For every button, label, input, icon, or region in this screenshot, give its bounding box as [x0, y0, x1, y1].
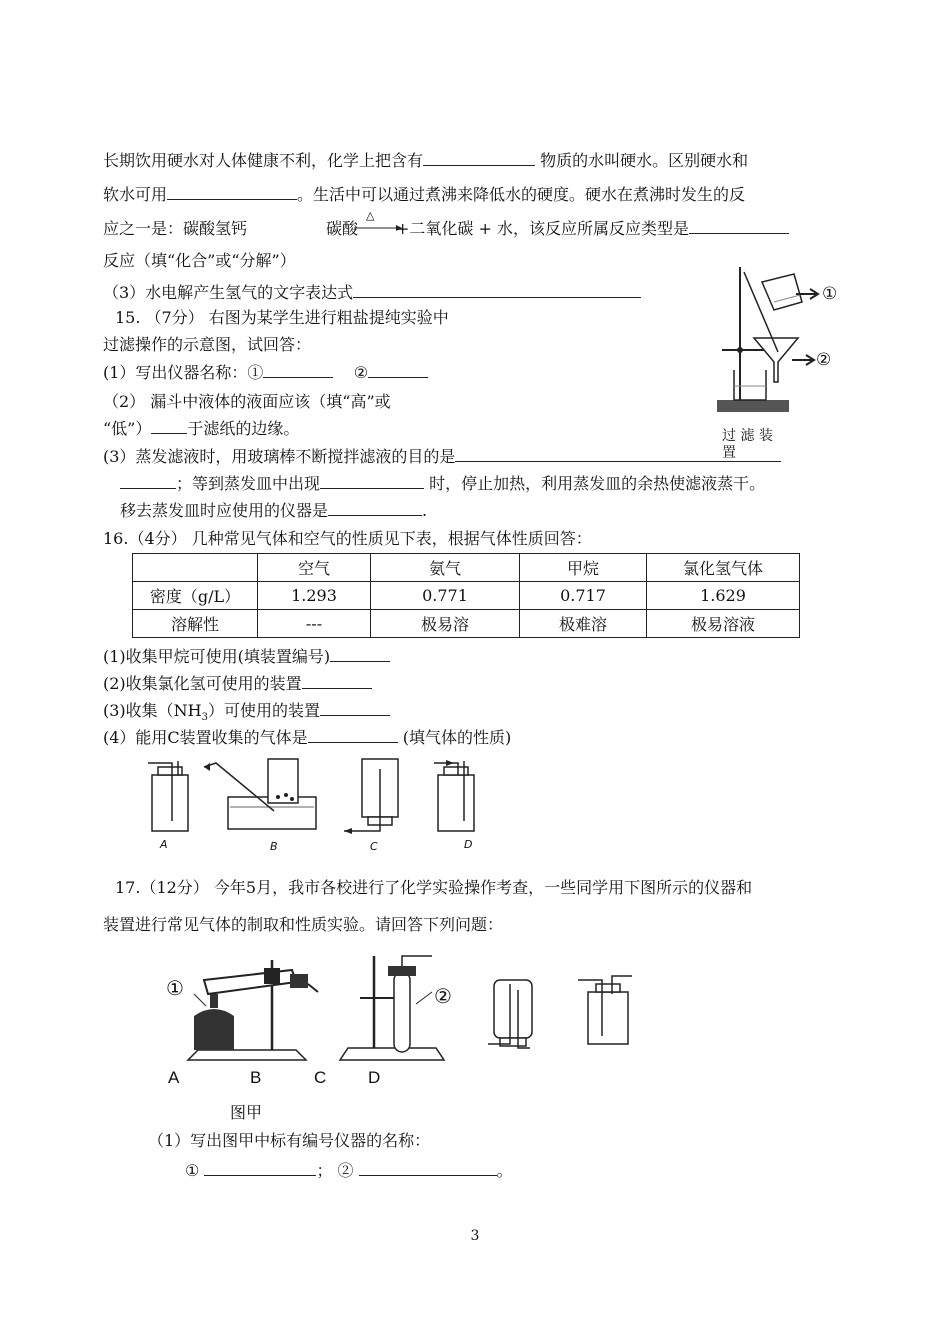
- q17-line1: 17.（12分） 今年5月，我市各校进行了化学实验操作考查，一些同学用下图所示的仪器和: [115, 878, 753, 897]
- q17-q1-answers: ① ； ② 。: [185, 1161, 513, 1180]
- q14-line1: 长期饮用硬水对人体健康不利，化学上把含有 物质的水叫硬水。区别硬水和: [103, 151, 749, 170]
- table-cell: 氨气: [371, 554, 520, 582]
- q14-line3-product: 碳酸: [326, 219, 359, 238]
- q14-line3-rest: +二氧化碳 + 水，该反应所属反应类型是: [396, 218, 789, 240]
- q15-line4: （2） 漏斗中液体的液面应该（填“高”或: [103, 392, 391, 411]
- filtration-caption: 过 滤 装 置: [722, 428, 773, 461]
- blank[interactable]: [423, 151, 535, 166]
- blank[interactable]: [263, 363, 333, 378]
- q15-line1: 15. （7分） 右图为某学生进行粗盐提纯实验中: [115, 308, 449, 327]
- blank[interactable]: [151, 419, 187, 434]
- blank[interactable]: [359, 1161, 497, 1176]
- blank[interactable]: [302, 674, 372, 689]
- q14-line2: 软水可用 。生活中可以通过煮沸来降低水的硬度。硬水在煮沸时发生的反: [103, 185, 746, 204]
- table-cell: 1.629: [647, 582, 800, 610]
- q16-q4: (4）能用C装置收集的气体是 (填气体的性质): [103, 728, 512, 747]
- label-d: D: [464, 838, 473, 851]
- table-cell: 极易溶: [371, 610, 520, 638]
- figure-mark-2: ②: [434, 986, 452, 1008]
- gas-collection-figure: [140, 755, 510, 845]
- q15-line3: (1）写出仪器名称：① ②: [103, 362, 428, 384]
- table-cell: 极难溶: [520, 610, 647, 638]
- table-row: [133, 554, 800, 582]
- table-row: [133, 582, 800, 610]
- filtration-mark-2: ②: [816, 350, 832, 369]
- blank[interactable]: [167, 185, 297, 200]
- q15-line8: 移去蒸发皿时应使用的仪器是 .: [120, 501, 428, 520]
- bottle-upward: [488, 980, 532, 1048]
- label-a: A: [160, 838, 168, 851]
- blank[interactable]: [368, 363, 428, 378]
- q15-line5: “低”） 于滤纸的边缘。: [103, 419, 300, 438]
- apparatus-a: [148, 761, 188, 831]
- apparatus-d: [434, 760, 474, 831]
- figure-label-d: D: [368, 1068, 381, 1087]
- blank[interactable]: [328, 501, 422, 516]
- blank[interactable]: [308, 728, 398, 743]
- table-cell: 甲烷: [520, 554, 647, 582]
- q15-line7: ；等到蒸发皿中出现 时，停止加热，利用蒸发皿的余热使滤液蒸干。: [120, 473, 765, 495]
- figure-jia: [160, 950, 640, 1070]
- gas-properties-table: [132, 553, 800, 638]
- q16-q1: (1)收集甲烷可使用(填装置编号): [103, 646, 390, 668]
- blank[interactable]: [320, 701, 390, 716]
- table-cell: ---: [258, 610, 371, 638]
- filtration-mark-1: ①: [822, 284, 838, 303]
- q17-q1: （1）写出图甲中标有编号仪器的名称：: [148, 1131, 431, 1150]
- figure-label-b: B: [250, 1068, 262, 1087]
- q16-q3: (3)收集$(NH_3)$可使用的装置: [103, 700, 390, 729]
- blank[interactable]: [120, 474, 176, 489]
- blank[interactable]: [353, 283, 641, 298]
- table-cell: 氯化氢气体: [647, 554, 800, 582]
- table-cell: 溶解性: [133, 610, 258, 638]
- apparatus-b: [204, 759, 316, 829]
- figure-caption: 图甲: [230, 1103, 263, 1122]
- page-number: 3: [470, 1228, 480, 1244]
- reaction-arrow: [352, 206, 402, 238]
- apparatus-c: [344, 759, 398, 834]
- blank[interactable]: [204, 1161, 316, 1176]
- apparatus-ab: [188, 960, 318, 1060]
- table-cell: 0.771: [371, 582, 520, 610]
- label-b: B: [270, 840, 278, 853]
- q16-title: 16.（4分） 几种常见气体和空气的性质见下表，根据气体性质回答：: [103, 529, 592, 548]
- q14-line3: 应之一是：碳酸氢钙: [103, 219, 248, 238]
- table-cell: 0.717: [520, 582, 647, 610]
- heat-symbol: △: [366, 209, 375, 222]
- q14-line4: 反应（填“化合”或“分解”）: [103, 251, 296, 270]
- blank[interactable]: [330, 647, 390, 662]
- label-c: C: [370, 840, 378, 853]
- apparatus-d-stand: [340, 956, 444, 1060]
- figure-label-c: C: [314, 1068, 327, 1087]
- table-row: [133, 610, 800, 638]
- bottle-gas: [578, 976, 632, 1044]
- table-cell: 极易溶液: [647, 610, 800, 638]
- figure-mark-1: ①: [166, 978, 184, 1000]
- table-cell: 空气: [258, 554, 371, 582]
- q16-q2: (2)收集氯化氢可使用的装置: [103, 673, 372, 695]
- figure-label-a: A: [168, 1068, 180, 1087]
- q15-line6: (3）蒸发滤液时，用玻璃棒不断搅拌滤液的目的是: [103, 446, 781, 468]
- blank[interactable]: [320, 474, 424, 489]
- blank[interactable]: [689, 219, 789, 234]
- table-cell: 密度（g/L）: [133, 582, 258, 610]
- table-cell: 1.293: [258, 582, 371, 610]
- q15-line2: 过滤操作的示意图，试回答：: [103, 335, 312, 354]
- q17-line2: 装置进行常见气体的制取和性质实验。请回答下列问题：: [103, 915, 504, 934]
- table-cell: [133, 554, 258, 582]
- q14-line5: （3）水电解产生氢气的文字表达式: [103, 282, 641, 304]
